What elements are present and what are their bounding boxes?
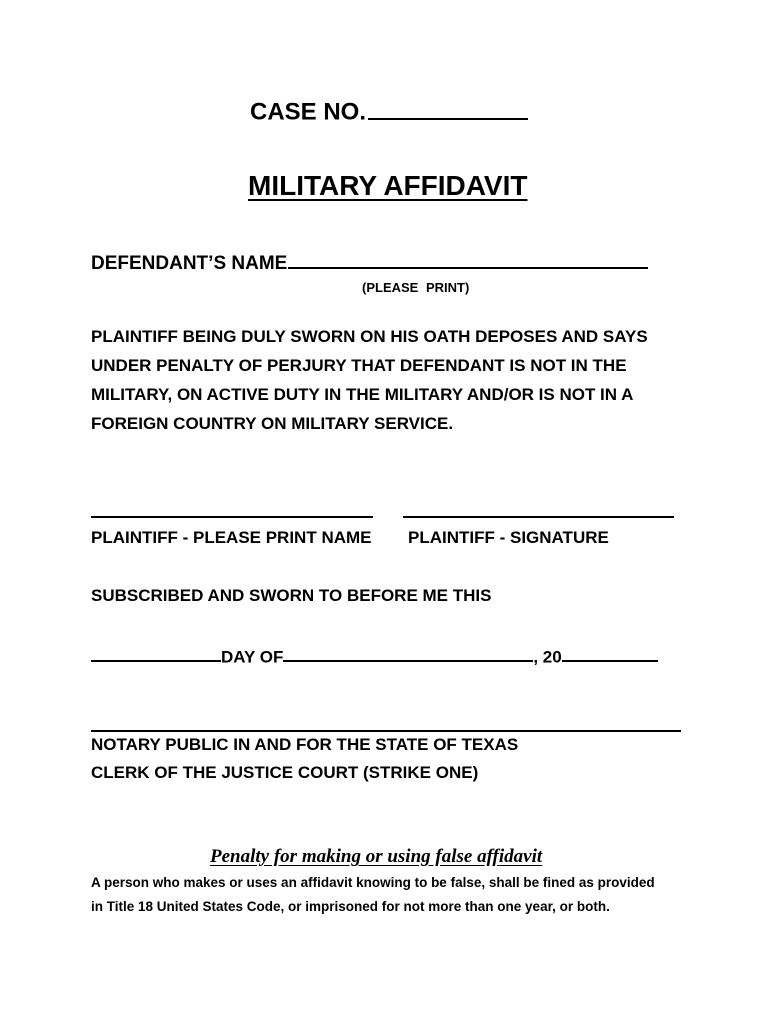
day-of-label: DAY OF [221, 647, 284, 667]
oath-line: FOREIGN COUNTRY ON MILITARY SERVICE. [91, 414, 454, 433]
case-number-field [250, 96, 528, 127]
plaintiff-name-blank[interactable] [91, 516, 373, 518]
day-blank[interactable] [91, 645, 221, 662]
plaintiff-signature-blank[interactable] [403, 516, 674, 518]
notary-signature-blank[interactable] [91, 730, 681, 732]
defendant-name-label: DEFENDANT’S NAME [91, 253, 288, 275]
oath-line: MILITARY, ON ACTIVE DUTY IN THE MILITARY AND/OR IS NOT IN A [91, 385, 634, 404]
plaintiff-name-label: PLAINTIFF - PLEASE PRINT NAME [91, 528, 372, 547]
plaintiff-signature-label: PLAINTIFF - SIGNATURE [408, 528, 609, 547]
defendant-name-field [91, 250, 648, 275]
defendant-name-blank[interactable] [288, 250, 648, 269]
year-prefix-label: , 20 [533, 647, 562, 667]
oath-line: PLAINTIFF BEING DULY SWORN ON HIS OATH DEPOSES AND SAYS [91, 327, 648, 346]
notary-title-line: NOTARY PUBLIC IN AND FOR THE STATE OF TEXAS [91, 735, 519, 754]
penalty-text-line: A person who makes or uses an affidavit knowing to be false, shall be fined as provided [91, 875, 655, 890]
penalty-text-line: in Title 18 United States Code, or imprisoned for not more than one year, or both. [91, 899, 610, 914]
date-field [91, 645, 658, 667]
subscribed-sworn-text: SUBSCRIBED AND SWORN TO BEFORE ME THIS [91, 586, 492, 605]
case-number-label: CASE NO. [250, 98, 367, 126]
document-title: MILITARY AFFIDAVIT [248, 170, 528, 201]
oath-line: UNDER PENALTY OF PERJURY THAT DEFENDANT IS NOT IN THE [91, 356, 627, 375]
clerk-title-line: CLERK OF THE JUSTICE COURT (STRIKE ONE) [91, 763, 479, 782]
please-print-hint: (PLEASE PRINT) [362, 280, 470, 295]
oath-paragraph [91, 322, 691, 438]
month-blank[interactable] [283, 645, 533, 662]
year-blank[interactable] [562, 645, 658, 662]
penalty-heading: Penalty for making or using false affidavit [210, 846, 543, 867]
case-number-blank[interactable] [368, 96, 528, 120]
